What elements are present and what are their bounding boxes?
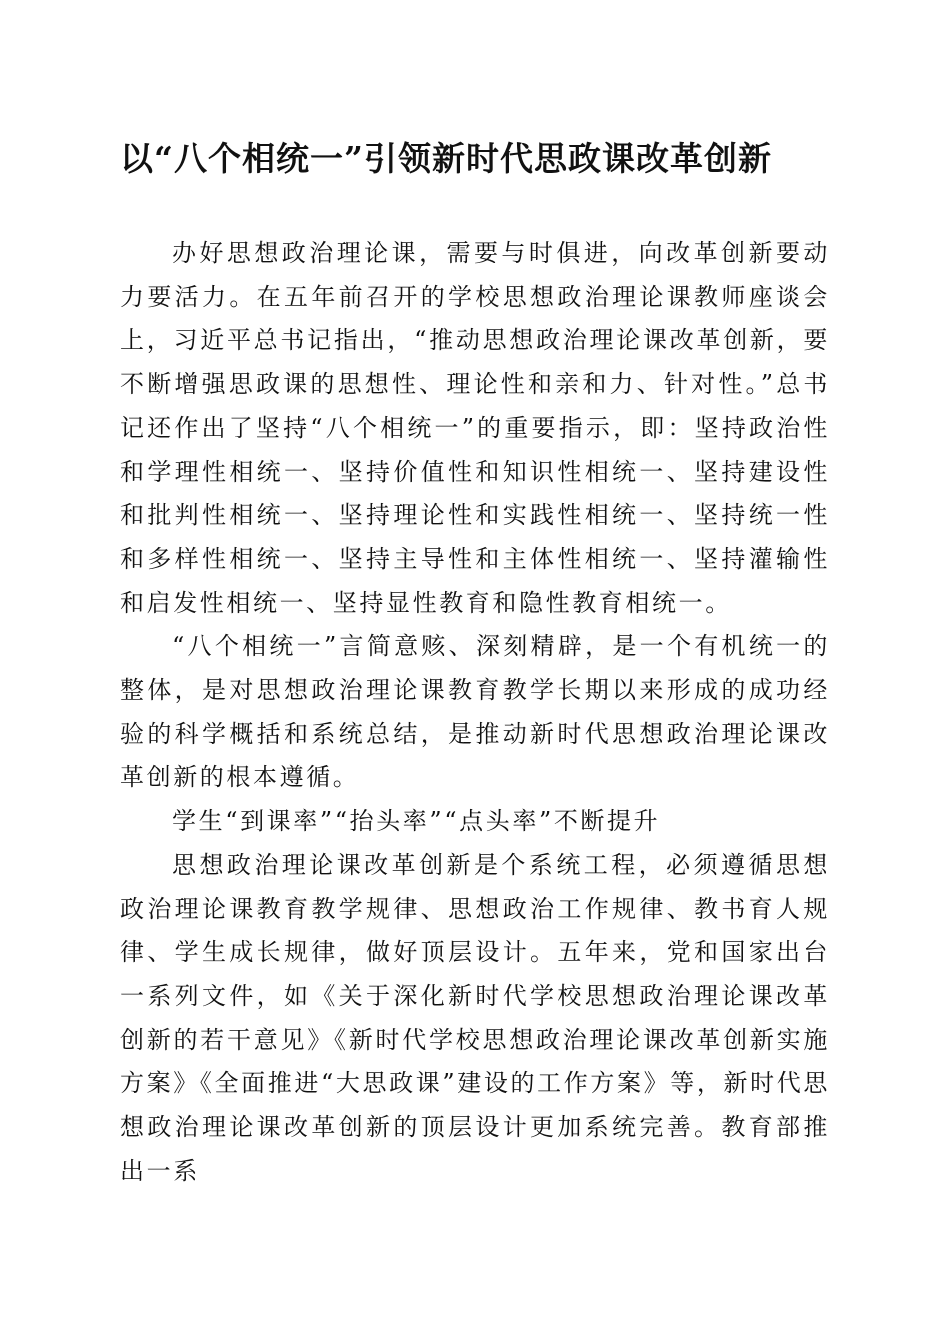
paragraph-reform: 思想政治理论课改革创新是个系统工程，必须遵循思想政治理论课教育教学规律、思想政治工作规律、教书育人规律、学生成长规律，做好顶层设计。五年来，党和国家出台一系列文件，如《关于深化新时代学校思想政治理论课改革创新的若干意见》《新时代学校思想政治理论课改革创新实施方案》《全面推进“大思政课”建设的工作方案》等，新时代思想政治理论课改革创新的顶层设计更加系统完善。教育部推出一系: [120, 850, 830, 1185]
paragraph-eight-unities: “八个相统一”言简意赅、深刻精辟，是一个有机统一的整体，是对思想政治理论课教育教学长期以来形成的成功经验的科学概括和系统总结，是推动新时代思想政治理论课改革创新的根本遵循。: [120, 632, 830, 792]
document-body: [120, 232, 830, 1193]
section-heading: 学生“到课率”“抬头率”“点头率”不断提升: [172, 807, 661, 836]
paragraph-intro: 办好思想政治理论课，需要与时俱进，向改革创新要动力要活力。在五年前召开的学校思想政治理论课教师座谈会上，习近平总书记指出，“推动思想政治理论课改革创新，要不断增强思政课的思想性、理论性和亲和力、针对性。”总书记还作出了坚持“八个相统一”的重要指示，即：坚持政治性和学理性相统一、坚持价值性和知识性相统一、坚持建设性和批判性相统一、坚持理论性和实践性相统一、坚持统一性和多样性相统一、坚持主导性和主体性相统一、坚持灌输性和启发性相统一、坚持显性教育和隐性教育相统一。: [120, 239, 830, 617]
document-title: 以“八个相统一”引领新时代思政课改革创新: [120, 139, 772, 178]
